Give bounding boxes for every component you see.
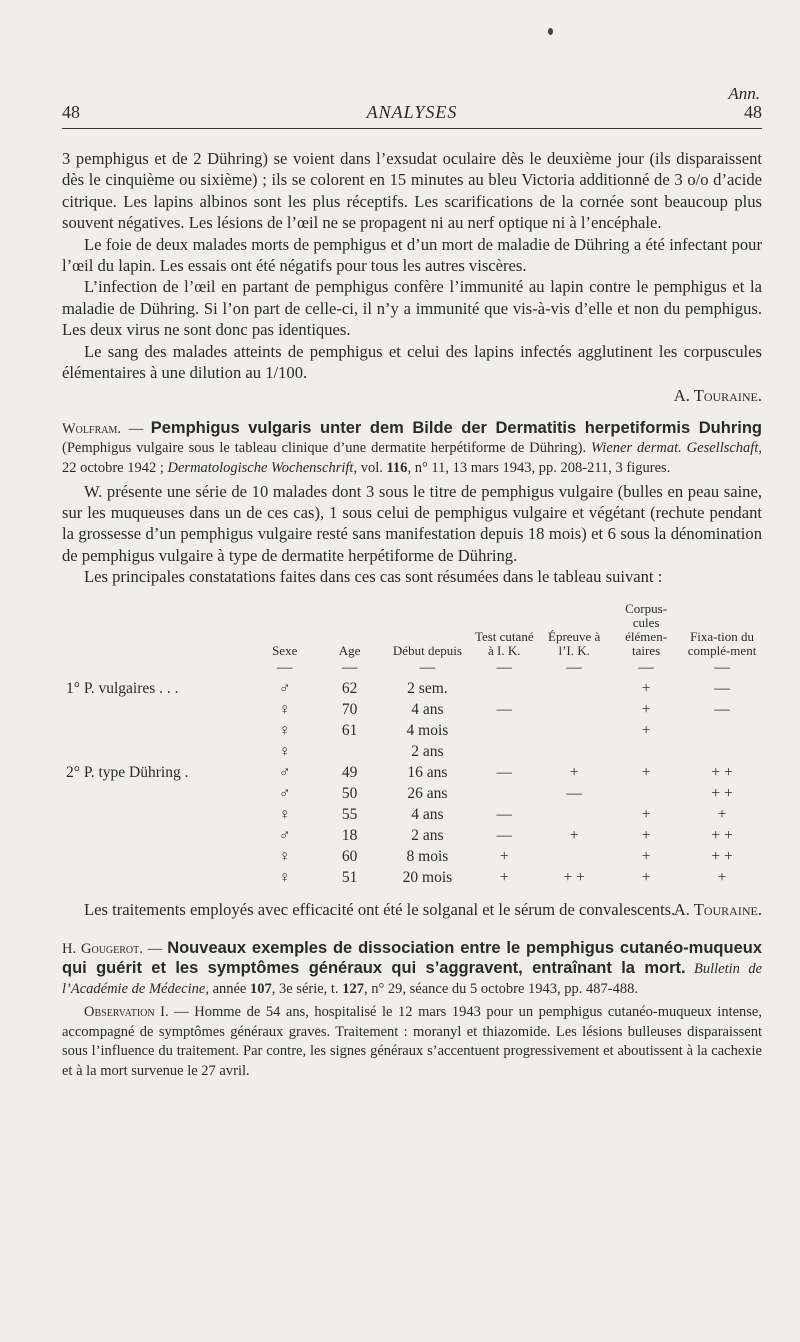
cell-fix: — — [714, 701, 730, 719]
cell-epreuve — [538, 742, 610, 763]
table-row — [62, 784, 762, 805]
cell-corp: + — [641, 806, 651, 824]
cell-test — [470, 784, 538, 805]
col-fixation: Fixa-tion du complé-ment — [687, 628, 757, 658]
paragraph: L’infection de l’œil en partant de pemphigus confère l’immunité au lapin contre le pemphigus et la maladie de Dühring. Si l’on part de celle-ci, il n’y a immunité que vis-à-vis d’elle et non du pemphigus. Les deux virus ne sont donc pas identiques. — [62, 277, 762, 340]
cell-debut: 4 ans — [411, 806, 444, 824]
cell-age: 55 — [341, 806, 358, 824]
cell-sex: ♀ — [278, 701, 291, 719]
cell-sex: ♂ — [278, 680, 291, 698]
col-debut: Début depuis — [392, 642, 462, 658]
article-author: H. Gougerot. — [62, 940, 143, 957]
cell-debut: 2 sem. — [407, 680, 448, 698]
cell-group — [62, 742, 255, 763]
cell-fix — [682, 721, 762, 742]
article-title: Pemphigus vulgaris unter dem Bilde der Dermatitis herpetiformis Duhring — [150, 418, 762, 437]
cell-fix: + + — [711, 764, 733, 782]
col-test: Test cutané à I. K. — [474, 628, 534, 658]
cell-epreuve — [538, 805, 610, 826]
cell-corp: + — [641, 722, 651, 740]
journal-name: Wiener dermat. Gesellschaft — [591, 440, 759, 457]
cell-epreuve: + + — [563, 869, 585, 887]
cell-test: — — [496, 764, 513, 782]
cell-debut: 8 mois — [406, 848, 449, 866]
cell-test: — — [496, 806, 513, 824]
table-body — [62, 679, 762, 889]
table-row — [62, 868, 762, 889]
cell-corp — [610, 784, 682, 805]
article-author: Wolfram. — [62, 420, 121, 437]
article-reference: H. Gougerot. — Nouveaux exemples de dissociation entre le pemphigus cutanéo-muqueux qui guérit et les symptômes généraux qui s’aggravent, entraînant la mort. Bulletin de l’Académie de Médecine, année 107, 3e série, t. 127, n° 29, séance du 5 octobre 1943, pp. 487-488. — [62, 938, 763, 997]
cell-group: 1° P. vulgaires . . . — [66, 680, 179, 698]
cell-age: 50 — [341, 785, 358, 803]
tome: 127 — [342, 980, 364, 997]
cell-group — [62, 721, 255, 742]
table-row — [62, 805, 762, 826]
cell-group — [62, 805, 255, 826]
cell-age: 18 — [341, 827, 358, 845]
paragraph: Les traitements employés avec efficacité ont été le solganal et le sérum de convalescents. — [84, 899, 676, 919]
cell-group — [62, 826, 255, 847]
cell-corp — [610, 742, 682, 763]
observation-label: Observation I. — [84, 1004, 169, 1021]
cell-epreuve — [538, 679, 610, 700]
corner-note: Ann. — [728, 84, 760, 103]
cell-debut: 2 ans — [411, 743, 444, 761]
cell-group: 2° P. type Dühring . — [66, 764, 189, 782]
cell-sex: ♀ — [278, 743, 291, 761]
journal-name: Bulletin de l’Académie de Médecine — [62, 961, 763, 997]
table-row — [62, 679, 762, 700]
cell-test: — — [496, 701, 513, 719]
cell-epreuve — [538, 847, 610, 868]
cell-epreuve: + — [569, 827, 579, 845]
cell-group — [62, 784, 255, 805]
cell-epreuve: + — [569, 764, 579, 782]
cell-test — [470, 721, 538, 742]
cell-fix: + — [717, 806, 727, 824]
speck-dot — [548, 28, 553, 35]
col-corpuscules: Corpus-cules élémen-taires — [625, 600, 668, 658]
cell-group — [62, 868, 255, 889]
cell-test: — — [496, 827, 513, 845]
cell-test — [470, 679, 538, 700]
cell-age: 70 — [341, 701, 358, 719]
page-number-right: 48 — [744, 102, 762, 122]
cell-sex: ♂ — [278, 827, 291, 845]
cell-fix — [682, 742, 762, 763]
cell-corp: + — [641, 848, 651, 866]
cell-test: + — [499, 848, 509, 866]
col-age: Age — [338, 642, 361, 658]
col-sexe: Sexe — [272, 642, 298, 658]
cell-corp: + — [641, 827, 651, 845]
paragraph: 3 pemphigus et de 2 Dühring) se voient dans l’exsudat oculaire dès le deuxième jour (ils disparaissent dès le cinquième ou sixième) ; ils se colorent en 15 minutes au bleu Victoria additionné de 3 o/o d’acide citrique. Les lapins albinos sont les plus réceptifs. Les scarifications de la cornée sont beaucoup plus souvent négatives. Les lésions de l’œil ne se propagent ni au nerf optique ni à l’encéphale. — [62, 149, 762, 233]
cell-sex: ♀ — [278, 848, 291, 866]
cell-epreuve — [538, 721, 610, 742]
signature: A. Touraine. — [673, 386, 762, 406]
header-rule — [62, 128, 762, 129]
table-row — [62, 742, 762, 763]
cell-debut: 26 ans — [407, 785, 448, 803]
header-dash-row: — — — — — — — — [276, 659, 730, 677]
cell-age: 60 — [341, 848, 358, 866]
cell-age: 51 — [341, 869, 358, 887]
table-row — [62, 700, 762, 721]
table-row — [62, 721, 762, 742]
cell-fix: + + — [711, 848, 733, 866]
results-table — [62, 602, 762, 889]
paragraph: Le sang des malades atteints de pemphigus et celui des lapins infectés agglutinent les corpuscules élémentaires à une dilution au 1/100. — [62, 341, 762, 383]
paragraph: Le foie de deux malades morts de pemphigus et d’un mort de maladie de Dühring a été infectant pour l’œil du lapin. Les essais ont été négatifs pour tous les autres viscères. — [62, 234, 762, 276]
cell-sex: ♀ — [278, 869, 291, 887]
cell-test: + — [499, 869, 509, 887]
col-epreuve: Épreuve à l’I. K. — [548, 628, 601, 658]
cell-test — [470, 742, 538, 763]
signature: A. Touraine. — [673, 900, 762, 920]
cell-age — [315, 742, 385, 763]
cell-corp: + — [641, 764, 651, 782]
cell-debut: 2 ans — [411, 827, 444, 845]
article-reference: Wolfram. — Pemphigus vulgaris unter dem Bilde der Dermatitis herpetiformis Duhring (Pemphigus vulgaire sous le tableau clinique d’une dermatite herpétiforme de Dühring). Wiener dermat. Gesellschaft, 22 octobre 1942 ; Dermatologische Wochenschrift, vol. 116, n° 11, 13 mars 1943, pp. 208-211, 3 figures. — [62, 418, 762, 477]
cell-corp: + — [641, 701, 651, 719]
cell-age: 62 — [341, 680, 358, 698]
cell-group — [62, 847, 255, 868]
cell-debut: 4 mois — [406, 722, 449, 740]
cell-fix: — — [714, 680, 730, 698]
table-row — [62, 763, 762, 784]
table-header-row — [62, 602, 762, 658]
article-title: Nouveaux exemples de dissociation entre le pemphigus cutanéo-muqueux qui guérit et les symptômes généraux qui s’aggravent, entraînant la mort. — [62, 938, 763, 978]
page-header — [62, 102, 762, 126]
cell-corp: + — [641, 869, 651, 887]
cell-sex: ♂ — [278, 785, 291, 803]
journal-name: Dermatologische Wochenschrift — [167, 460, 354, 477]
observation: Observation I. — Homme de 54 ans, hospitalisé le 12 mars 1943 pour un pemphigus cutanéo-muqueux intense, accompagné de symptômes généraux graves. Traitement : moranyl et thiazomide. Les lésions bulleuses disparaissent sous l’influence du traitement. Par contre, les signes généraux s’accentuent progressivement et aboutissent à la cachexie et à la mort survenue le 27 avril. — [62, 1004, 762, 1080]
paragraph: Les principales constatations faites dans ces cas sont résumées dans le tableau suivant : — [84, 567, 663, 587]
cell-fix: + + — [711, 827, 733, 845]
cell-corp: + — [641, 680, 651, 698]
cell-group — [62, 700, 255, 721]
year-volume: 107 — [250, 980, 272, 997]
cell-age: 61 — [341, 722, 358, 740]
cell-debut: 20 mois — [402, 869, 453, 887]
cell-debut: 4 ans — [411, 701, 444, 719]
table-row — [62, 847, 762, 868]
page-body — [62, 148, 762, 1082]
running-title: ANALYSES — [366, 102, 458, 122]
volume: 116 — [386, 460, 408, 477]
table-row — [62, 826, 762, 847]
cell-sex: ♀ — [278, 806, 291, 824]
cell-debut: 16 ans — [407, 764, 448, 782]
cell-sex: ♀ — [278, 722, 291, 740]
page-number-left: 48 — [62, 102, 80, 122]
cell-epreuve: — — [566, 785, 582, 803]
cell-sex: ♂ — [278, 764, 291, 782]
cell-fix: + — [717, 869, 727, 887]
cell-epreuve — [538, 700, 610, 721]
cell-fix: + + — [711, 785, 733, 803]
paragraph: W. présente une série de 10 malades dont 3 sous le titre de pemphigus vulgaire (bulles en peau saine, sur les muqueuses dans un de ces cas), 1 sous celui de pemphigus vulgaire et végétant (rechute pendant la grossesse d’un pemphigus vulgaire resté sans manifestation depuis 18 mois) et 6 sous la dénomination de pemphigus vulgaire à type de dermatite herpétiforme de Dühring. — [62, 481, 762, 565]
cell-age: 49 — [341, 764, 358, 782]
